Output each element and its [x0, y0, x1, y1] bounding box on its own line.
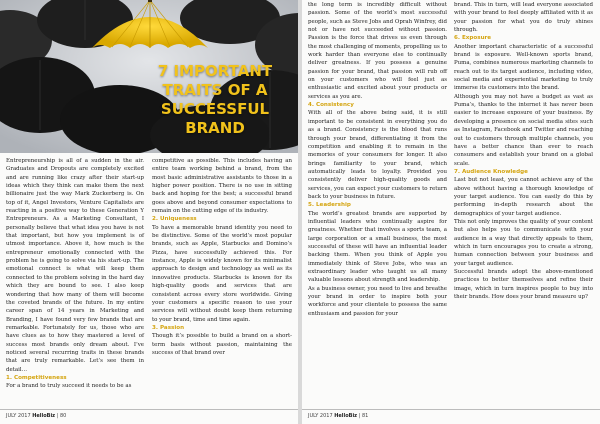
article-title: 7 IMPORTANT TRAITS OF A SUCCESSFUL BRAND	[157, 62, 273, 137]
heading-competitiveness: 1. Competitiveness	[6, 374, 67, 381]
paragraph-audience-3: Successful brands adopt the above-mentioned practices to better themselves and refine their image, which in turn inspires people to buy into their brands. How does your brand measure up?	[454, 269, 593, 301]
footer-month: JULY 2017	[6, 413, 31, 419]
right-column-1	[308, 1, 447, 318]
paragraph-passion-start: Though it’s possible to build a brand on a short-term basis without passion, maintaining the success of that brand over	[152, 333, 292, 356]
left-column-1	[6, 157, 144, 391]
paragraph-exposure: Another important characteristic of a successful brand is exposure. Well-known sports brand, Puma, combines numerous marketing channels to reach out to its target audience, including video, social media and experiential marketing to truly immerse its customers into the brand.	[454, 43, 593, 92]
paragraph-consistency: With all of the above being said, it is still important to be consistent in everything you do as a brand. Consistency is the blood that runs through your brand, differentiating it from the competition and enabling it to remain in the memories of your consumers for longer. It also brings familiarity to your brand, which automatically leads to loyalty. Provided you consistently deliver high-quality goods and services, you can expect your customers to return back to your business in future.	[308, 110, 447, 200]
heading-leadership: 5. Leadership	[308, 202, 351, 209]
paragraph-audience: Last but not least, you cannot achieve any of the above without having a thorough knowledge of your target audience. You can easily do this by performing in-depth research about the demographics of your target audience.	[454, 177, 593, 217]
footer-page-number: 81	[361, 413, 369, 419]
paragraph-uniqueness: To have a memorable brand identity you need to be distinctive. Some of the world’s most popular brands, such as Apple, Starbucks and Domino’s Pizza, have successfully achieved this. For instance, Apple is widely known for its minimalist approach to design and technology as well as its innovative products. Starbucks is known for its high-quality goods and services that are consistent across every store worldwide. Giving your customers a specific reason to use your services will without doubt keep them returning to your brand, time and time again.	[152, 224, 292, 323]
heading-exposure: 6. Exposure	[454, 35, 492, 42]
footer-magazine: HelloBiz	[334, 413, 358, 419]
right-page	[302, 0, 600, 424]
heading-passion: 3. Passion	[152, 324, 185, 331]
heading-uniqueness: 2. Uniqueness	[152, 216, 197, 223]
paragraph-passion: the long term is incredibly difficult without passion. Some of the world’s most successful people, such as Steve Jobs and Oprah Winfrey, did not or have not succeeded without passion. Passion is the force that drives us even through the most challenging of moments, propelling us to work harder than everyone else to continually deliver greatness. If you possess a genuine passion for your brand, that passion will rub off on your customers who will feel just as enthusiastic and excited about your products or services as you are.	[308, 2, 447, 100]
left-page	[0, 0, 298, 424]
paragraph-competitiveness: competitive as possible. This includes having an entire team working behind a brand, from the most basic administrative assistants to those in a higher power position. There is no use in sitting back and hoping for the best; a successful brand goes above and beyond consumer expectations to remain on the cutting edge of its industry.	[152, 158, 292, 215]
paragraph-leadership: The world’s greatest brands are supported by influential leaders who continually aspire for greatness. Whether that involves a sports team, a large corporation or a small business, the most successful of these will have an influential leader backing them. When you think of Apple you immediately think of Steve Jobs, who was an extraordinary leader who taught us all many valuable lessons about strength and leadership.	[308, 210, 447, 284]
left-column-2	[152, 157, 292, 357]
intro-paragraph: Entrepreneurship is all of a sudden in the air. Graduates and Dropouts are completely excited and are running like crazy after their start-up ideas which they think can make them the next billionaire just the way Mark Zuckerberg is. On top of it, Angel Investors, Venture Capitalists are reacting in a positive way to these Generation Y Entrepreneurs. As a Marketing Consultant, I personally believe that what idea you have is not that important, but how you implement is of utmost importance. Above it, how much is the entrepreneur emotionally connected with the problem he is going to solve via his start-up. The emotional connect is what will keep them connected to the problem solving in the hard day which they are bound to see. I also keep wondering that how many of them will become the coveted brands of the future. In my entire career span of 14 years in Marketing and Branding, I have found very few brands that are remarkable. Fortunately for us, those who are have clues as to how they mastered a level of success most brands only dream about. I’ve noticed several recurring traits in these brands that are truly remarkable. Let’s see them in detail…	[6, 158, 144, 373]
heading-consistency: 4. Consistency	[308, 102, 354, 109]
hero-image	[0, 0, 298, 153]
paragraph-competitiveness-start: For a brand to truly succeed it needs to be as	[6, 383, 132, 390]
footer-page-number: 80	[59, 413, 67, 419]
paragraph-exposure-2: Although you may not have a budget as vast as Puma’s, thanks to the internet it has never been easier to increase exposure of your business. By developing a presence on social media sites such as Instagram, Facebook and Twitter and reaching out to customers through multiple channels, you have a better chance than ever to reach consumers and establish your brand on a global scale.	[454, 93, 593, 167]
paragraph-leadership-2: As a business owner, you need to live and breathe your brand in order to inspire both your workforce and your clientele to possess the same enthusiasm and passion for your	[308, 285, 447, 317]
page-footer-left: JULY 2017 HelloBiz | 80	[0, 409, 298, 424]
right-column-2	[454, 1, 593, 301]
heading-audience-knowledge: 7. Audience Knowledge	[454, 168, 528, 175]
paragraph-audience-2: This not only improves the quality of your content but also helps you to communicate with your audience in a way that directly appeals to them, which in turn encourages you to create a strong, human connection between your business and your target audience.	[454, 218, 593, 267]
footer-month: JULY 2017	[308, 413, 333, 419]
paragraph-leadership-end: brand. This in turn, will lead everyone associated with your brand to feel deeply affiliated with it as your passion for what you do truly shines through.	[454, 2, 593, 34]
page-footer-right: JULY 2017 HelloBiz | 81	[302, 409, 600, 424]
footer-magazine: HelloBiz	[32, 413, 56, 419]
